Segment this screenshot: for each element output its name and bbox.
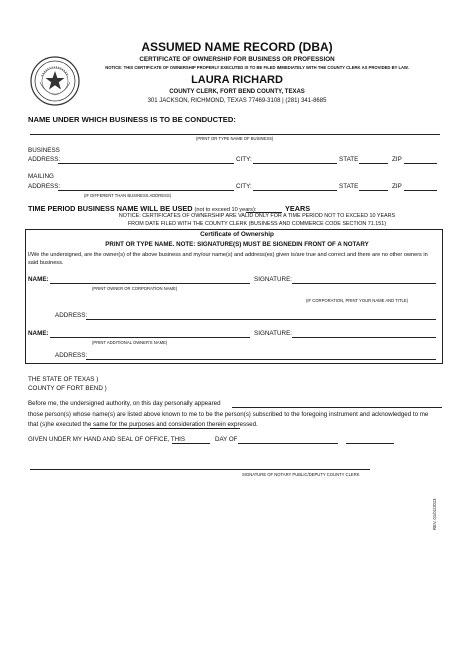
notary-signature-line[interactable] (30, 469, 370, 470)
appeared-name-line[interactable] (232, 407, 442, 408)
mailing-zip-label: ZIP (392, 183, 402, 190)
mailing-zip-line[interactable] (404, 190, 437, 191)
form-revision-text: REV. 01/01/2013 (432, 498, 437, 530)
corporation-caption: (IF CORPORATION, PRINT YOUR NAME AND TITLE) (306, 298, 409, 303)
owner-name-caption-2: (PRINT ADDITIONAL OWNER'S NAME) (92, 340, 168, 345)
business-name-caption: (PRINT OR TYPE NAME OF BUSINESS) (196, 136, 274, 141)
signature-line-2[interactable] (292, 337, 436, 338)
years-label: YEARS (285, 204, 311, 213)
notary-signature-caption: SIGNATURE OF NOTARY PUBLIC/DEPUTY COUNTY CLERK (242, 472, 360, 477)
owner-address-line-2[interactable] (86, 359, 436, 360)
owner-statement-1: I/We the undersigned, are the owner(s) of the above business and my/our name(s) and address(es) given is/are true and correct and there are no other owners in (28, 252, 428, 258)
business-address-label-2: ADDRESS: (28, 156, 61, 163)
time-period-note: (not to exceed 10 years): (194, 207, 257, 213)
business-address-label-1: BUSINESS (28, 147, 60, 154)
business-name-reference-line[interactable] (90, 428, 240, 429)
given-year-line[interactable] (346, 443, 394, 444)
owner-address-label-1: ADDRESS: (55, 312, 88, 319)
notary-before-text: Before me, the undersigned authority, on this day personally appeared (28, 400, 221, 407)
given-day-line[interactable] (172, 443, 210, 444)
mailing-address-line[interactable] (58, 190, 234, 191)
business-zip-label: ZIP (392, 156, 402, 163)
business-name-heading: NAME UNDER WHICH BUSINESS IS TO BE CONDUCTED: (28, 115, 236, 124)
owner-name-label-1: NAME: (28, 276, 49, 283)
day-of-label: DAY OF (215, 436, 238, 443)
owner-name-line-1[interactable] (50, 283, 250, 284)
business-state-label: STATE (339, 156, 359, 163)
validity-notice-2: FROM DATE FILED WITH THE COUNTY CLERK (BUSINESS AND COMMERCE CODE SECTION 71.151) (127, 221, 387, 227)
notary-executed-line (28, 421, 258, 428)
mailing-address-label-1: MAILING (28, 173, 54, 180)
mailing-city-label: CITY: (236, 183, 252, 190)
business-address-line[interactable] (58, 163, 234, 164)
given-under-hand-text: GIVEN UNDER MY HAND AND SEAL OF OFFICE, THIS (28, 436, 186, 443)
executed-sentence: that (s)he executed the same for the purposes and consideration therein expressed. (28, 421, 258, 428)
business-city-label: CITY: (236, 156, 252, 163)
signature-line-1[interactable] (292, 283, 436, 284)
time-period-row (28, 204, 256, 213)
mailing-address-caption: (IF DIFFERENT THAN BUSINESS ADDRESS) (84, 193, 172, 198)
mailing-city-line[interactable] (253, 190, 337, 191)
business-name-line[interactable] (30, 134, 440, 135)
filing-notice: NOTICE: THIS CERTIFICATE OF OWNERSHIP PROPERLY EXECUTED IS TO BE FILED IMMEDIATELY WITH THE COUNTY CLERK AS PROVIDED BY LAW. (105, 65, 409, 70)
form-revision-code (432, 498, 437, 530)
business-city-line[interactable] (253, 163, 337, 164)
form-subtitle: CERTIFICATE OF OWNERSHIP FOR BUSINESS OR PROFESSION (139, 56, 335, 63)
mailing-state-line[interactable] (359, 190, 388, 191)
business-zip-line[interactable] (404, 163, 437, 164)
clerk-name: LAURA RICHARD (191, 74, 283, 86)
owner-name-caption-1: (PRINT OWNER OR CORPORATION NAME) (92, 286, 178, 291)
signature-label-1: SIGNATURE: (254, 276, 293, 283)
clerk-address: 301 JACKSON, RICHMOND, TEXAS 77469-3108 | (281) 341-8685 (147, 98, 327, 104)
given-month-line[interactable] (238, 443, 338, 444)
notary-state: THE STATE OF TEXAS ) (28, 376, 99, 383)
owner-name-label-2: NAME: (28, 330, 49, 337)
owner-address-line-1[interactable] (86, 319, 436, 320)
certificate-box (25, 229, 443, 364)
owner-address-label-2: ADDRESS: (55, 352, 88, 359)
time-period-label: TIME PERIOD BUSINESS NAME WILL BE USED (28, 204, 193, 213)
mailing-state-label: STATE (339, 183, 359, 190)
owner-statement-2: said business. (28, 260, 64, 266)
certificate-heading: Certificate of Ownership (200, 231, 274, 238)
owner-name-line-2[interactable] (50, 337, 250, 338)
notary-county: COUNTY OF FORT BEND ) (28, 385, 107, 392)
signature-label-2: SIGNATURE: (254, 330, 293, 337)
notary-known-text: those person(s) whose name(s) are listed above known to me to be the person(s) subscribed to the foregoing instrument and acknowledged to me (28, 411, 429, 418)
clerk-title: COUNTY CLERK, FORT BEND COUNTY, TEXAS (169, 89, 305, 95)
business-state-line[interactable] (359, 163, 388, 164)
form-title: ASSUMED NAME RECORD (DBA) (141, 40, 333, 54)
mailing-address-label-2: ADDRESS: (28, 183, 61, 190)
validity-notice-1: NOTICE: CERTIFICATES OF OWNERSHIP ARE VALID ONLY FOR A TIME PERIOD NOT TO EXCEED 10 YEARS (118, 213, 396, 219)
certificate-instruction: PRINT OR TYPE NAME. NOTE: SIGNATURE(S) MUST BE SIGNEDIN FRONT OF A NOTARY (105, 241, 369, 248)
